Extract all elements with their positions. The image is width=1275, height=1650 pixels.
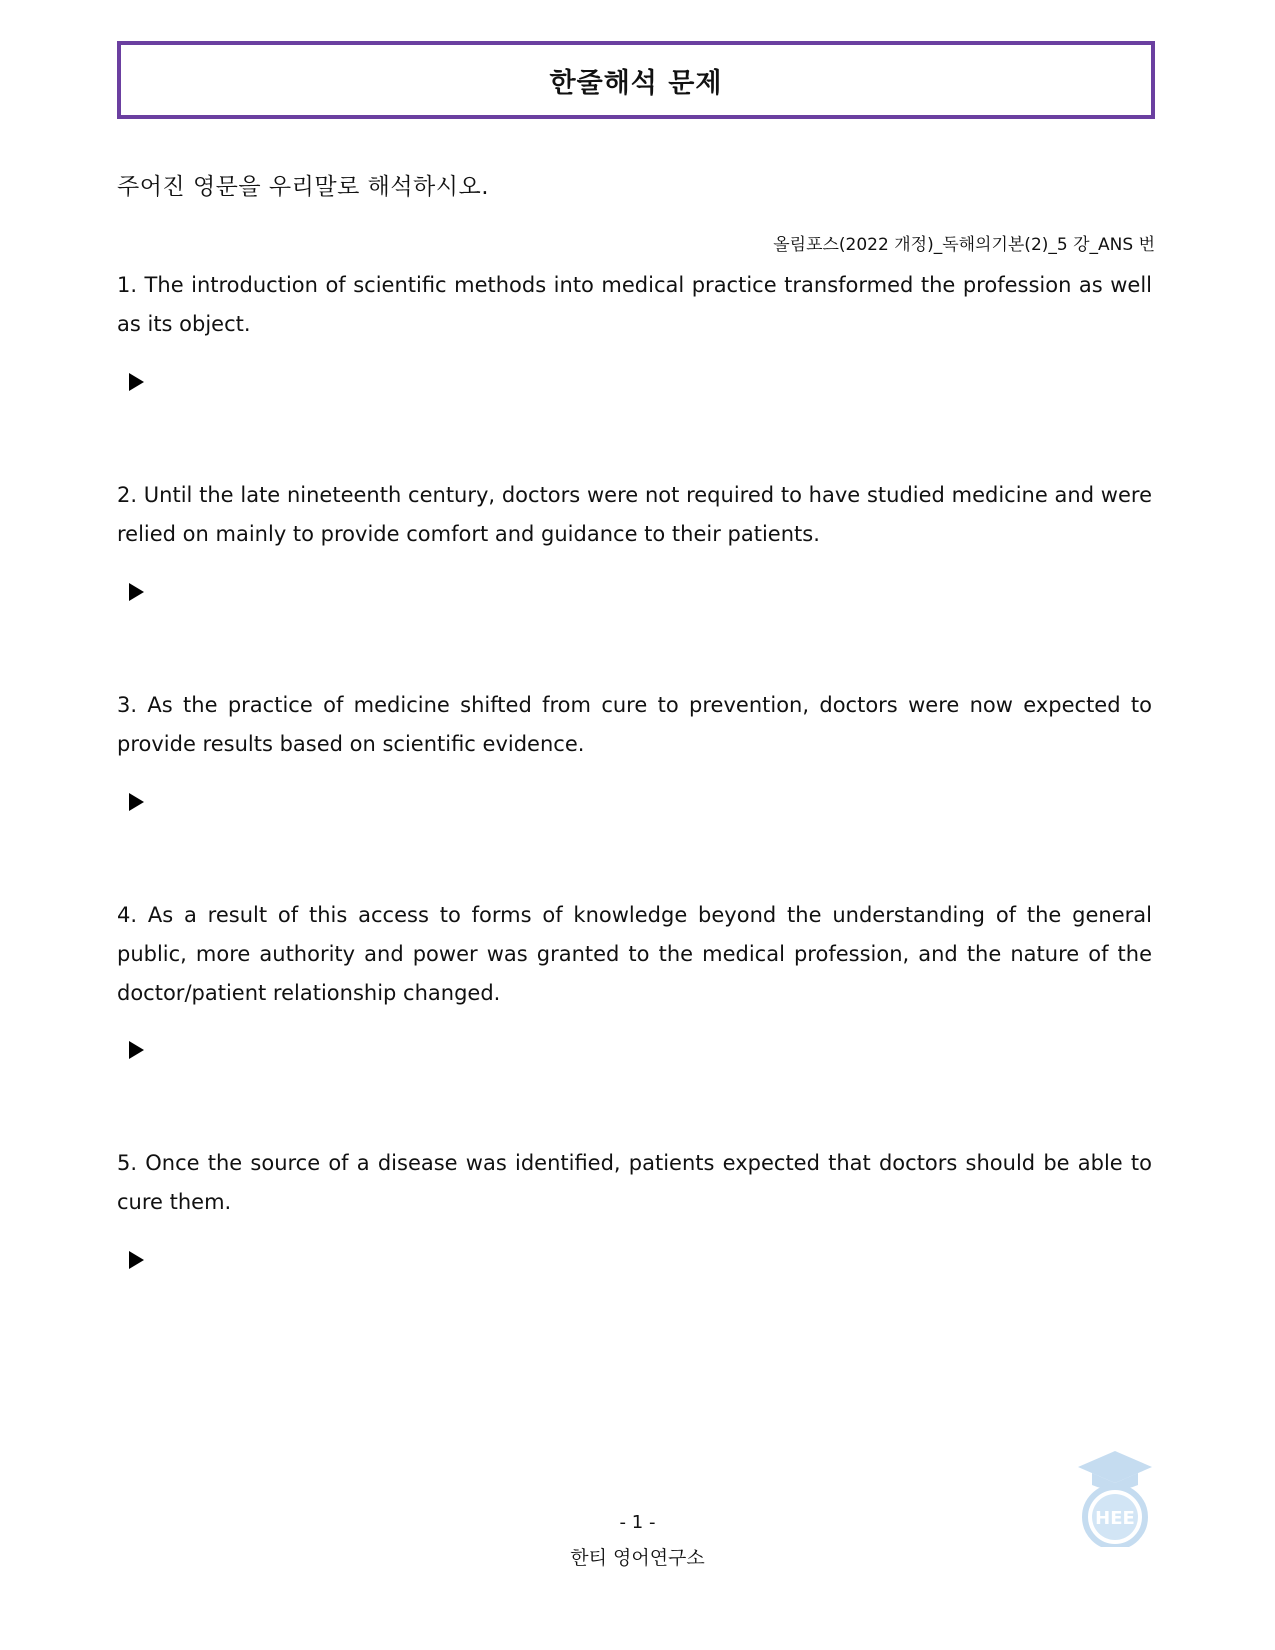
triangle-right-icon [129,793,144,811]
graduation-cap-logo [1070,1447,1160,1547]
source-label: 올림포스(2022 개정)_독해의기본(2)_5 강_ANS 번 [773,235,1155,255]
page-title: 한줄해석 문제 [549,67,723,99]
question-text: 5. Once the source of a disease was identified, patients expected that doctors should be able to cure them. [117,1151,1152,1214]
page-number: - 1 - [619,1512,656,1533]
question-item [117,686,1152,764]
question-text: 1. The introduction of scientific methods into medical practice transformed the profession as well as its object. [117,273,1152,336]
question-item [117,1144,1152,1222]
triangle-right-icon [129,1251,144,1269]
title-box [117,41,1155,119]
triangle-right-icon [129,373,144,391]
question-item [117,476,1152,554]
question-item [117,266,1152,344]
question-text: 3. As the practice of medicine shifted from cure to prevention, doctors were now expected to provide results based on scientific evidence. [117,693,1152,756]
instruction-text: 주어진 영문을 우리말로 해석하시오. [117,174,490,200]
question-item [117,896,1152,1013]
triangle-right-icon [129,583,144,601]
publisher-name: 한티 영어연구소 [570,1547,705,1569]
watermark-text: HEE [1095,1508,1135,1529]
question-text: 4. As a result of this access to forms of knowledge beyond the understanding of the general public, more authority and power was granted to the medical profession, and the nature of the doctor/patient relationship changed. [117,903,1152,1005]
question-text: 2. Until the late nineteenth century, doctors were not required to have studied medicine and were relied on mainly to provide comfort and guidance to their patients. [117,483,1152,546]
triangle-right-icon [129,1041,144,1059]
